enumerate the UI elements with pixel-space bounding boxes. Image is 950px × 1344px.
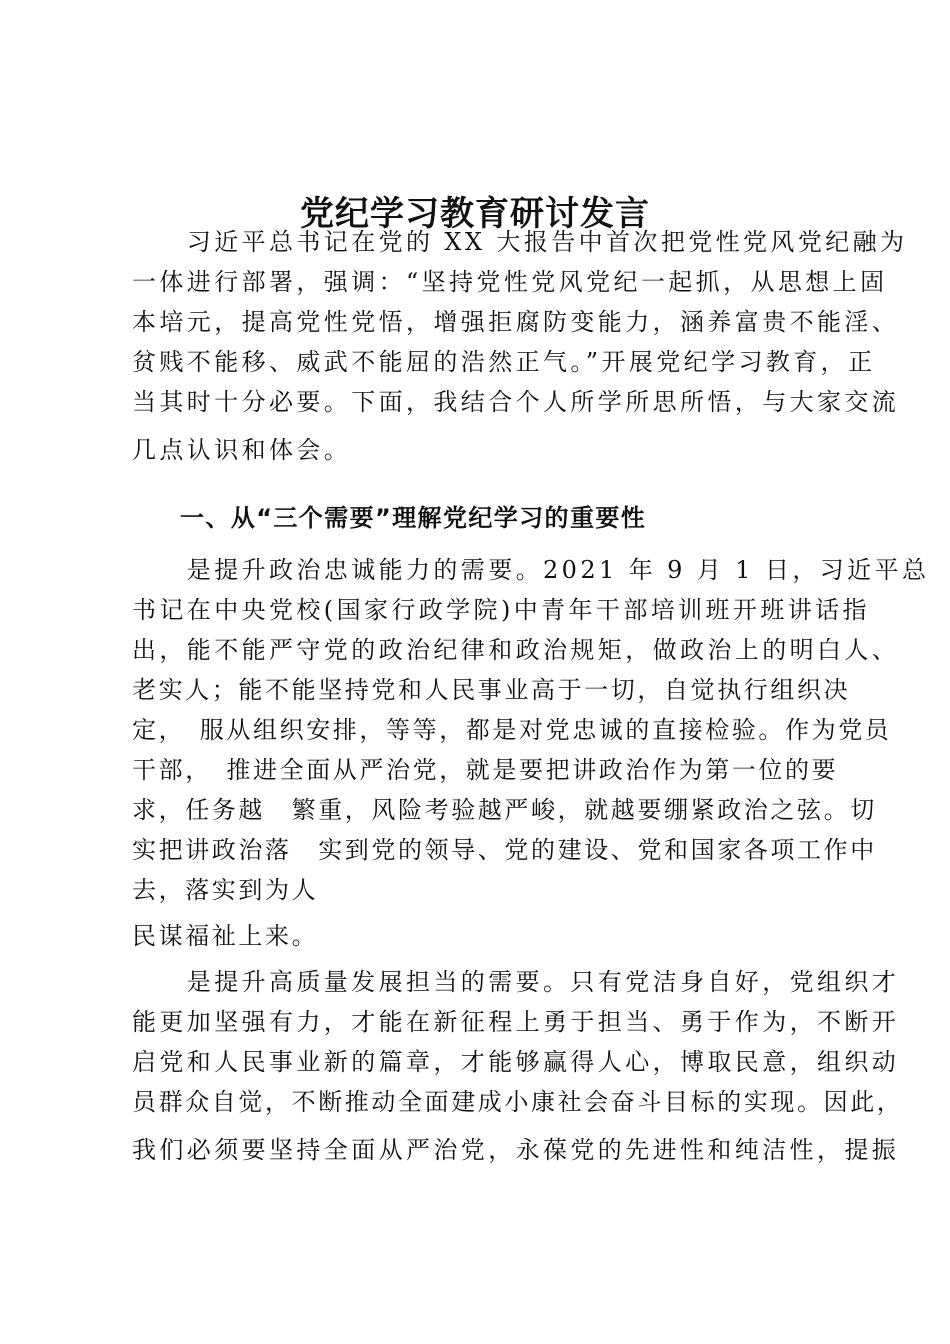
para2-line-4: 员群众自觉，不断推动全面建成小康社会奋斗目标的实现。因此，	[132, 1088, 904, 1116]
para2-line-3: 启党和人民事业新的篇章，才能够赢得人心，博取民意，组织动	[132, 1048, 900, 1076]
intro-line-3: 本培元，提高党性党悟，增强拒腐防变能力，涵养富贵不能淫、	[132, 308, 900, 336]
para2-line-1: 是提升高质量发展担当的需要。只有党洁身自好，党组织才	[132, 968, 900, 996]
para1-line-2: 书记在中央党校(国家行政学院)中青年干部培训班开班讲话指	[132, 596, 870, 624]
para1-line-1: 是提升政治忠诚能力的需要。2021 年 9 月 1 日，习近平总	[132, 556, 930, 584]
section-heading: 一、从“三个需要”理解党纪学习的重要性	[180, 504, 647, 532]
intro-line-6: 几点认识和体会。	[132, 436, 352, 464]
para1-line-3: 出，能不能严守党的政治纪律和政治规矩，做政治上的明白人、	[132, 636, 900, 664]
para1-line-5: 定， 服从组织安排，等等，都是对党忠诚的直接检验。作为党员	[132, 716, 892, 744]
para1-line-6: 干部， 推进全面从严治党，就是要把讲政治作为第一位的要	[132, 756, 839, 784]
document-title: 党纪学习教育研讨发言	[300, 194, 650, 234]
para2-line-2: 能更加坚强有力，才能在新征程上勇于担当、勇于作为，不断开	[132, 1008, 900, 1036]
para1-line-9: 去，落实到为人	[132, 876, 319, 904]
para2-line-5: 我们必须要坚持全面从严治党，永葆党的先进性和纯洁性，提振	[132, 1136, 900, 1164]
para1-line-10: 民谋福祉上来。	[132, 922, 319, 950]
para1-line-4: 老实人；能不能坚持党和人民事业高于一切，自觉执行组织决	[132, 676, 851, 704]
intro-line-2: 一体进行部署，强调：“坚持党性党风党纪一起抓，从思想上固	[132, 268, 888, 296]
intro-line-4: 贫贱不能移、威武不能屈的浩然正气。”开展党纪学习教育，正	[132, 348, 876, 376]
intro-line-1: 习近平总书记在党的 XX 大报告中首次把党性党风党纪融为	[132, 228, 908, 256]
para1-line-8: 实把讲政治落 实到党的领导、党的建设、党和国家各项工作中	[132, 836, 877, 864]
intro-line-5: 当其时十分必要。下面，我结合个人所学所思所悟，与大家交流	[132, 388, 900, 416]
para1-line-7: 求，任务越 繁重，风险考验越严峻，就越要绷紧政治之弦。切	[132, 796, 877, 824]
